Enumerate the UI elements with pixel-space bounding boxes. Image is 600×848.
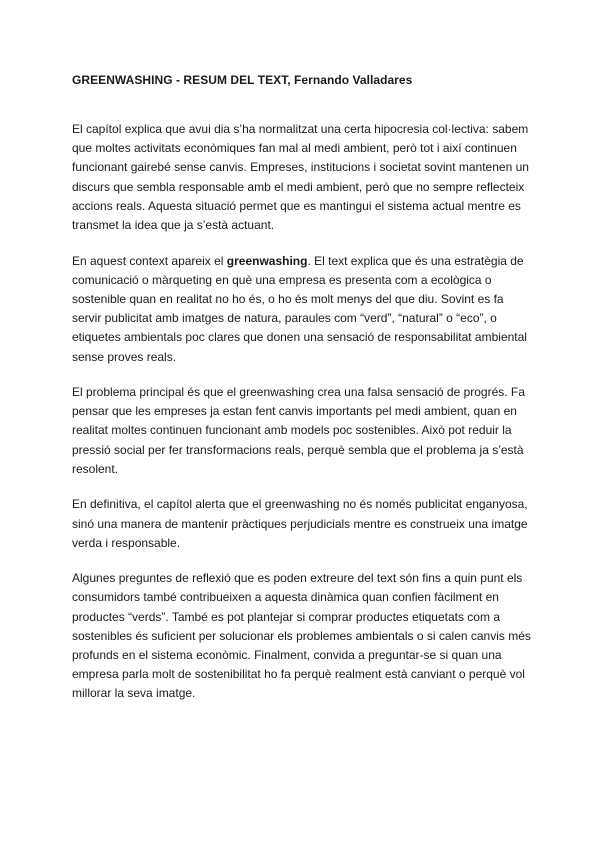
paragraph-conclusion: En definitiva, el capítol alerta que el greenwashing no és només publicitat enganyosa, sinó una manera de mantenir pràctiques perjudicials mentre es construeix una imatge verda i responsable. — [72, 497, 528, 550]
paragraph-text-after: . El text explica que és una estratègia de comunicació o màrqueting en què una empresa es presenta com a ecològica o sostenible quan en realitat no ho és, o ho és molt menys del que diu. Sovint es fa servir publicitat amb imatges de natura, paraules com “verd”, “natural” o “eco”, o etiquetes ambientals poc clares que donen una sensació de responsabilitat ambiental sense proves reals. — [72, 253, 527, 364]
paragraph-greenwashing-definition — [72, 252, 534, 367]
paragraph-reflection-questions: Algunes preguntes de reflexió que es poden extreure del text són fins a quin punt els consumidors també contribueixen a aquesta dinàmica quan confien fàcilment en productes “verds”. També es pot plantejar si comprar productes etiquetats com a sostenibles és suficient per solucionar els problemes ambientals o si calen canvis més profunds en el sistema econòmic. Finalment, convida a preguntar-se si quan una empresa parla molt de sostenibilitat ho fa perquè realment està canviant o perquè vol millorar la seva imatge. — [72, 571, 531, 701]
document-title: GREENWASHING - RESUM DEL TEXT, Fernando Valladares — [72, 73, 413, 87]
paragraph-main-problem: El problema principal és que el greenwashing crea una falsa sensació de progrés. Fa pensar que les empreses ja estan fent canvis importants pel medi ambient, quan en realitat moltes continuen funcionant amb models poc sostenibles. Això pot reduir la pressió social per fer transformacions reals, perquè sembla que el problema ja s’està resolent. — [72, 385, 525, 476]
paragraph-text-before: En aquest context apareix el — [72, 253, 227, 268]
document-body — [72, 120, 534, 720]
paragraph-intro: El capítol explica que avui dia s’ha normalitzat una certa hipocresia col·lectiva: sabem que moltes activitats econòmiques fan mal al medi ambient, però tot i així continuen funcionant gairebé sense canvis. Empreses, institucions i societat sovint mantenen un discurs que sembla responsable amb el medi ambient, però que no sempre reflecteix accions reals. Aquesta situació permet que es mantingui el sistema actual mentre es transmet la idea que ja s’està actuant. — [72, 122, 529, 233]
greenwashing-term: greenwashing — [226, 253, 308, 268]
